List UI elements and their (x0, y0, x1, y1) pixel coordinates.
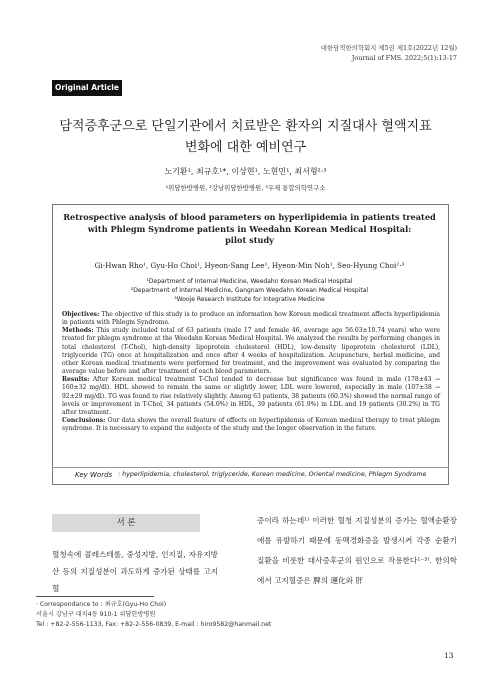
page-number: 13 (444, 651, 454, 660)
english-title-line-1: Retrospective analysis of blood parameters on hyperlipidemia in patients treated (63, 212, 436, 222)
affiliation-2: ²Department of Internal Medicine, Gangnam Weedahn Korean Medical Hospital (130, 287, 369, 295)
results-label: Results: (62, 376, 90, 384)
conclusions-text: Our data shows the overall feature of effects on hyperlipidemia of Korean medical therapy to treat phlegm syndrome. It is necessary to expand the subjects of the study and the longer observation in the future. (62, 417, 440, 433)
english-authors: Gi-Hwan Rho¹, Gyu-Ho Choi¹, Hyeon-Sang Lee¹, Hyeon-Min Noh¹, Seo-Hyung Choi²·³ (94, 261, 405, 270)
methods-label: Methods: (62, 327, 94, 335)
objectives-text: The objective of this study is to produce an information how Korean medical treatment affects hyperlipidemia in patients with Phlegm Syndrome. (62, 311, 440, 327)
journal-citation: Journal of FMS. 2022;5(1):13-17 (351, 53, 457, 62)
korean-title (30, 116, 461, 158)
methods-text: This study included total of 63 patients (male 17 and female 46, average age 56.03±10.74 years) who were treated for phlegm syndrome at the Weedahn Korean Medical Hospital. We analyzed the results by performing changes in total cholesterol (T-Chol), high-density lipoprotein cholesterol (HDL), low-density lipoprotein cholesterol (LDL), triglyceride (TG) once at hospitalization and once after 4 weeks of hospitalization. Acupuncture, herbal medicine, and other Korean medical treatments were performed for treatment, and the improvement was evaluated by comparing the average value before and after treatment of each blood parameters. (62, 327, 440, 376)
english-affiliations (62, 277, 437, 305)
footnote-line-3: Tel : +82-2-556-1133, Fax: +82-2-556-0839, E-mail : hiro9582@hanmail.net (36, 621, 272, 628)
journal-header (321, 44, 457, 63)
korean-title-line-2: 변화에 대한 예비연구 (184, 140, 307, 155)
body-text-right-column: 증이라 하는데¹⁾ 이러한 혈청 지질성분의 증가는 혈액순환장애를 유발하기 때문에 동맥경화증을 발생시켜 각종 순환기 질환을 비롯한 대사증후군의 원인으로 작용한다¹⁻³⁾. 한의학에서 고지혈증은 脾의 運化와 肝 (257, 516, 457, 585)
english-title (62, 212, 437, 247)
journal-title-kr: 대한담적한의학회지 제5권 제1호(2022년 12월) (320, 44, 457, 52)
section-heading-introduction: 서 론 (52, 514, 200, 532)
abstract-results (62, 376, 440, 417)
korean-authors: 노기환¹, 최규호¹*, 이상현¹, 노현민¹, 최서형²·³ (164, 167, 327, 176)
footnote-line-1: · Correspondance to : 최규호(Gyu-Ho Choi) (36, 601, 167, 608)
affiliation-1: ¹Department of Internal Medicine, Weedahn Korean Medical Hospital (146, 278, 353, 285)
abstract-conclusions (62, 417, 440, 433)
keywords-text: : hyperlipidemia, cholesterol, triglyceride, Korean medicine, Oriental medicine, Phlegm Syndrome (118, 471, 427, 478)
correspondence-footnote (36, 600, 271, 630)
body-text-left-column: 혈청속에 콜레스테롤, 중성지방, 인지질, 자유지방산 등의 지질성분이 과도하게 증가된 상태를 고지혈 (52, 550, 218, 593)
keywords-label: Key Words (75, 471, 113, 479)
objectives-label: Objectives: (62, 311, 100, 318)
abstract-methods (62, 327, 440, 376)
footnote-line-2: 서울시 강남구 대치4동 910-1 위담한방병원 (36, 611, 156, 618)
abstract-text (62, 311, 440, 433)
footnote-divider (36, 596, 154, 597)
abstract-objectives (62, 311, 440, 327)
english-title-line-3: pilot study (225, 235, 274, 245)
korean-affiliations: ¹위담한방병원, ²강남위담한방병원, ³우제 통합의학연구소 (165, 184, 326, 192)
keywords-divider (52, 467, 449, 468)
korean-title-line-1: 담적증후군으로 단일기관에서 치료받은 환자의 지질대사 혈액지표 (59, 119, 432, 134)
article-type-badge: Original Article (52, 80, 122, 96)
results-text: After Korean medical treatment T-Chol tended to decrease but significance was found in male (178±43 → 160±32 mg/dl). HDL showed to remain the same or slightly lower, LDL were lowered, especially in male (107±38 → 92±29 mg/dl). TG was found to rise relatively slightly. Among 63 patients, 38 patients (60.3%) showed the normal range of levels or improvement in T-Chol, 34 patients (54.0%) in HDL, 39 patients (61.9%) in LDL and 19 patients (30.2%) in TG after treatment. (62, 376, 440, 416)
conclusions-label: Conclusions: (62, 417, 106, 425)
english-title-line-2: with Phlegm Syndrome patients in Weedahn Korean Medical Hospital: (87, 223, 412, 234)
affiliation-3: ³Wooje Research Institute for Integrative Medicine (174, 296, 325, 304)
